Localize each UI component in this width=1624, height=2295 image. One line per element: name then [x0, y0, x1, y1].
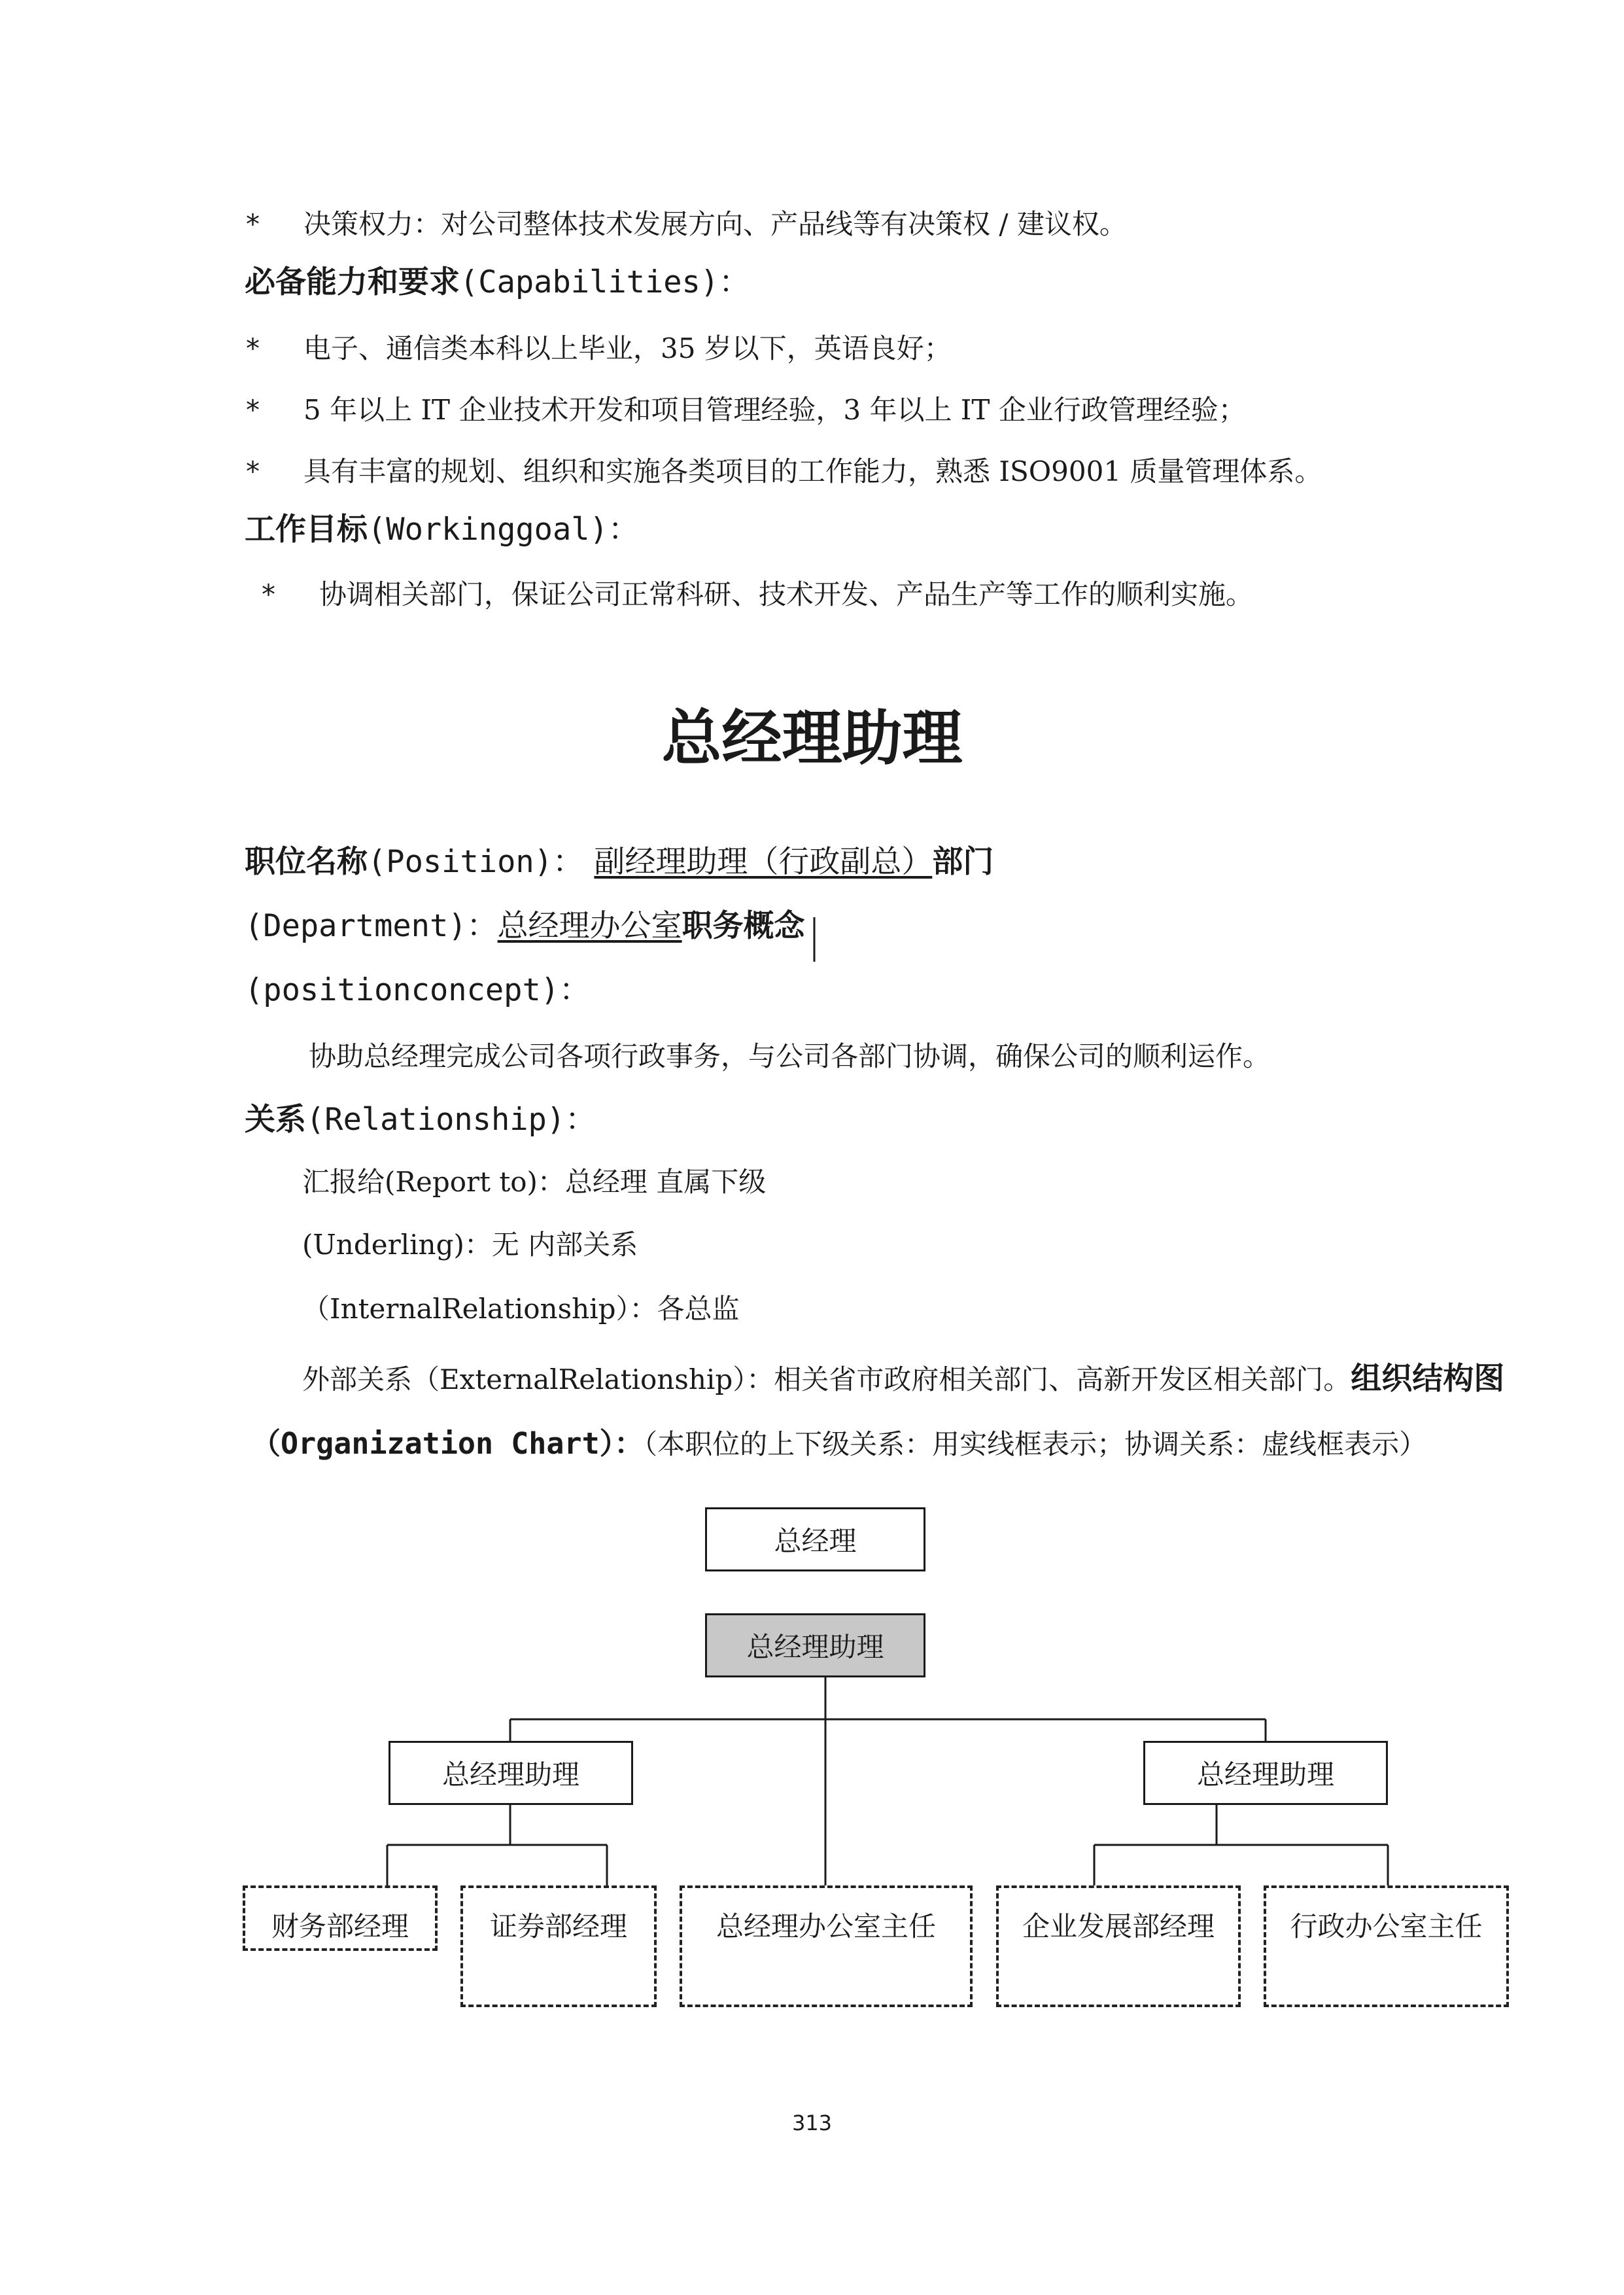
- position-label-cn: 职位名称: [245, 844, 368, 880]
- concept-label-en: (positionconcept)：: [245, 972, 591, 1008]
- concept-text: 协助总经理完成公司各项行政事务，与公司各部门协调，确保公司的顺利运作。: [309, 1040, 1271, 1072]
- report-to-text: 汇报给(Report to)：总经理 直属下级: [302, 1166, 767, 1198]
- position-value: 副经理助理（行政副总）: [594, 844, 933, 880]
- org-chart-label-cn: 组织结构图: [1351, 1361, 1505, 1397]
- concept-label-cn: 职务概念: [682, 908, 805, 944]
- underling-text: (Underling)：无 内部关系: [302, 1229, 638, 1261]
- org-node-left-assistant: 总经理助理: [389, 1741, 633, 1805]
- org-leaf-label: 企业发展部经理: [1022, 1910, 1215, 1942]
- department-label-cn: 部门: [932, 844, 994, 880]
- working-goal-heading-en: (Workinggoal)：: [368, 512, 639, 548]
- bullet-star: *: [246, 394, 260, 426]
- org-node-self: 总经理助理: [705, 1613, 925, 1677]
- relationship-heading-cn: 关系: [245, 1102, 306, 1138]
- decision-power-text: 决策权力：对公司整体技术发展方向、产品线等有决策权 / 建议权。: [303, 208, 1127, 240]
- org-leaf-label: 证券部经理: [489, 1910, 627, 1942]
- org-leaf-finance-manager: [243, 1885, 438, 1951]
- department-label-en: (Department)：: [245, 908, 498, 944]
- org-leaf-securities-manager: [460, 1885, 657, 2007]
- org-chart-label-en: （Organization Chart）：: [251, 1426, 644, 1461]
- org-leaf-enterprise-dev-manager: [996, 1885, 1241, 2007]
- capabilities-heading-cn: 必备能力和要求: [245, 264, 460, 300]
- external-relationship-text: 外部关系（ExternalRelationship）：相关省市政府相关部门、高新开发区相关部门。: [302, 1363, 1351, 1395]
- org-leaf-label: 财务部经理: [271, 1910, 409, 1942]
- capabilities-heading-en: (Capabilities)：: [460, 264, 750, 300]
- working-goal-heading-cn: 工作目标: [245, 512, 368, 548]
- org-node-general-manager: 总经理: [705, 1507, 925, 1571]
- org-leaf-label: 行政办公室主任: [1290, 1910, 1483, 1942]
- capability-text: 具有丰富的规划、组织和实施各类项目的工作能力，熟悉 ISO9001 质量管理体系。: [303, 455, 1322, 487]
- working-goal-text: 协调相关部门，保证公司正常科研、技术开发、产品生产等工作的顺利实施。: [319, 578, 1254, 610]
- bullet-star: *: [246, 208, 260, 240]
- org-chart-note: （本职位的上下级关系：用实线框表示；协调关系：虚线框表示）: [644, 1428, 1427, 1460]
- page-number: 313: [791, 2111, 833, 2135]
- bullet-star: *: [262, 578, 275, 610]
- capability-text: 5 年以上 IT 企业技术开发和项目管理经验，3 年以上 IT 企业行政管理经验；: [303, 394, 1246, 426]
- bullet-star: *: [246, 455, 260, 487]
- bullet-star: *: [246, 332, 260, 364]
- relationship-heading-en: (Relationship)：: [306, 1102, 596, 1138]
- department-value: 总经理办公室: [497, 908, 682, 944]
- position-label-en: (Position)：: [368, 844, 583, 880]
- org-leaf-gm-office-director: [680, 1885, 973, 2007]
- capability-text: 电子、通信类本科以上毕业，35 岁以下，英语良好；: [303, 332, 952, 364]
- section-title: 总经理助理: [661, 703, 963, 773]
- org-node-right-assistant: 总经理助理: [1143, 1741, 1388, 1805]
- org-leaf-admin-office-director: [1264, 1885, 1509, 2007]
- internal-relationship-text: （InternalRelationship）：各总监: [302, 1293, 740, 1325]
- org-leaf-label: 总经理办公室主任: [716, 1910, 936, 1942]
